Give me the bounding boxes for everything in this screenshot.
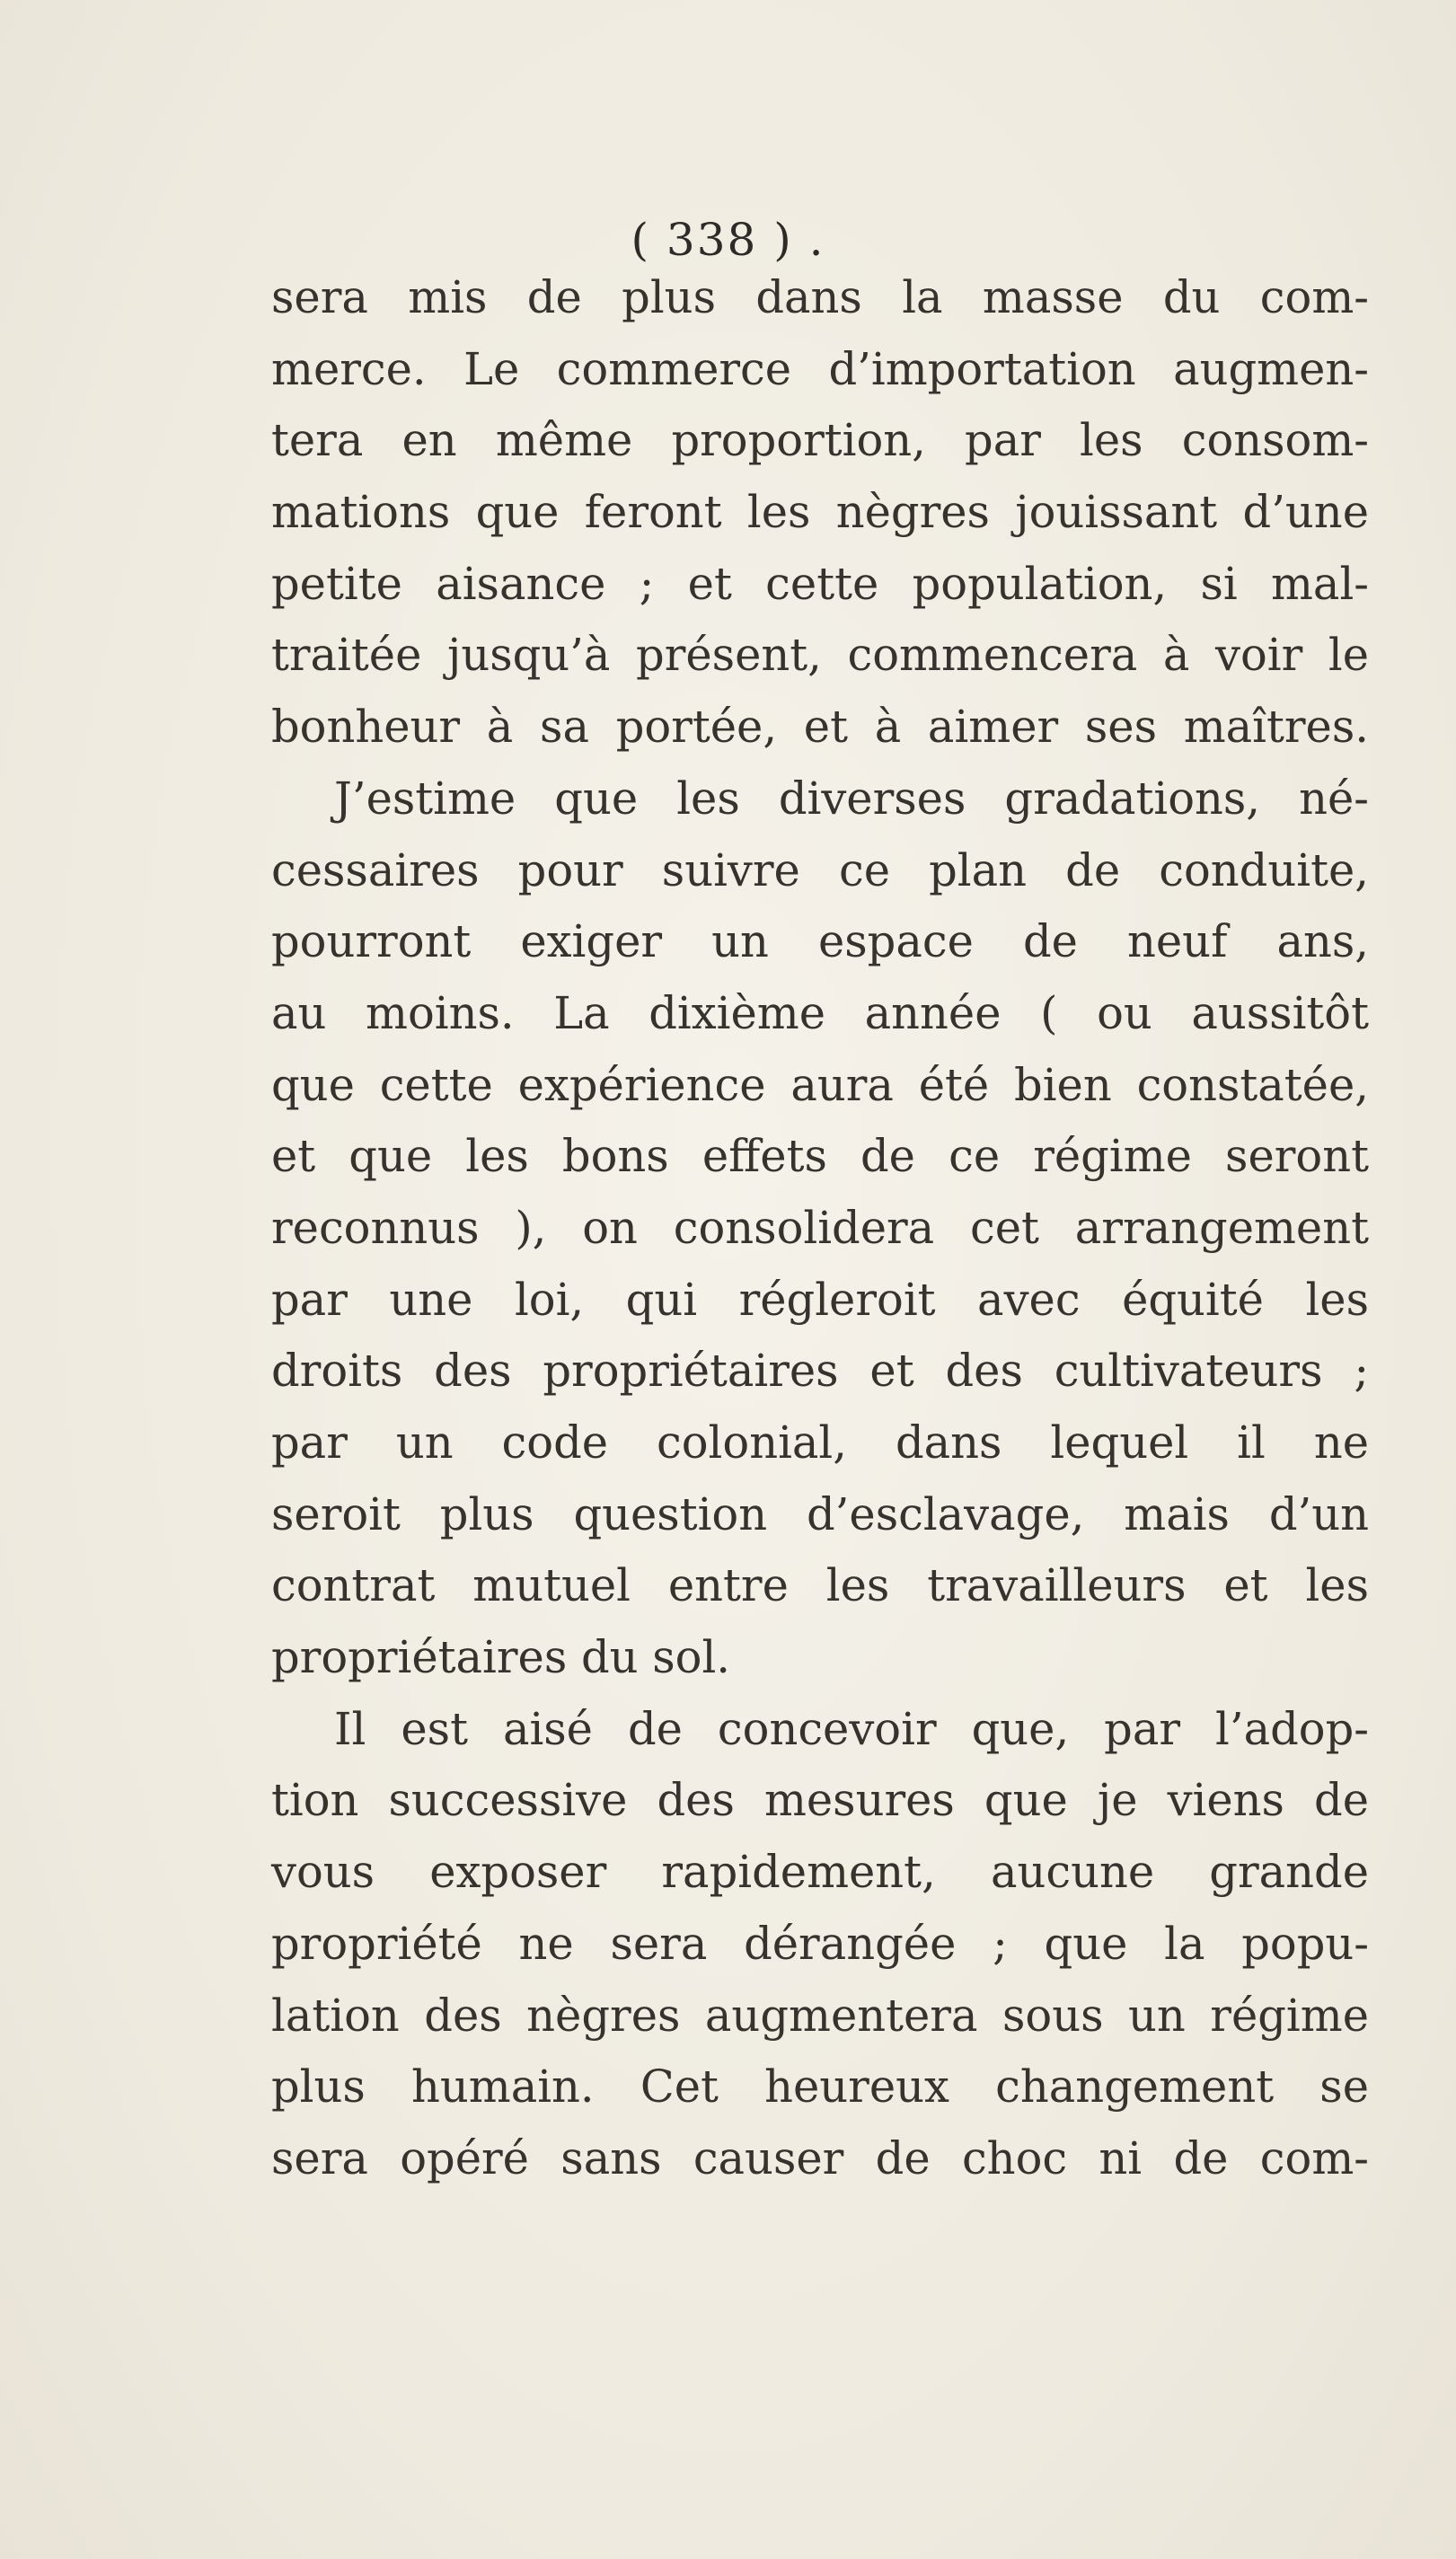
text-line: reconnus ), on consolidera cet arrangement <box>271 1201 1369 1254</box>
paragraph-start-line: J’estime que les diverses gradations, né- <box>334 772 1369 825</box>
text-line: propriété ne sera dérangée ; que la popu- <box>271 1917 1369 1970</box>
body-text <box>271 262 1369 2195</box>
text-line: et que les bons effets de ce régime seront <box>271 1130 1369 1183</box>
text-line: tion successive des mesures que je viens de <box>271 1774 1369 1827</box>
page-number-header: ( 338 ) . <box>631 214 825 266</box>
text-line: pourront exiger un espace de neuf ans, <box>271 915 1369 968</box>
paragraph-end-line: propriétaires du sol. <box>271 1631 731 1684</box>
text-line: mations que feront les nègres jouissant d’une <box>271 486 1369 539</box>
text-line: contrat mutuel entre les travailleurs et les <box>271 1559 1369 1612</box>
text-line: lation des nègres augmentera sous un régime <box>271 1989 1369 2042</box>
text-line: cessaires pour suivre ce plan de conduite, <box>271 843 1369 896</box>
text-line: merce. Le commerce d’importation augmen- <box>271 342 1369 395</box>
text-line: par une loi, qui régleroit avec équité les <box>271 1273 1369 1326</box>
paragraph-start-line: Il est aisé de concevoir que, par l’adop- <box>334 1702 1369 1755</box>
text-line: vous exposer rapidement, aucune grande <box>271 1846 1369 1899</box>
text-line: traitée jusqu’à présent, commencera à voir le <box>271 629 1369 682</box>
text-line: tera en même proportion, par les consom- <box>271 414 1369 467</box>
text-line: sera mis de plus dans la masse du com- <box>271 271 1369 323</box>
text-line: seroit plus question d’esclavage, mais d’un <box>271 1487 1369 1540</box>
text-line: droits des propriétaires et des cultivateurs ; <box>271 1345 1369 1398</box>
text-line: au moins. La dixième année ( ou aussitôt <box>271 986 1369 1039</box>
text-line: petite aisance ; et cette population, si mal- <box>271 557 1369 610</box>
text-line: que cette expérience aura été bien constatée, <box>271 1058 1369 1111</box>
text-line: plus humain. Cet heureux changement se <box>271 2060 1369 2113</box>
text-line: sera opéré sans causer de choc ni de com- <box>271 2131 1369 2184</box>
text-line: par un code colonial, dans lequel il ne <box>271 1416 1369 1469</box>
text-line: bonheur à sa portée, et à aimer ses maîtres. <box>271 701 1369 754</box>
